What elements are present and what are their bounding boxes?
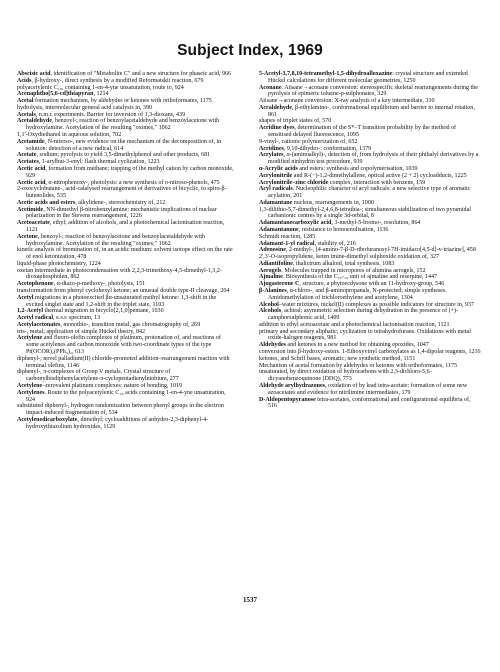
index-entry [259, 383, 481, 397]
index-entry [17, 85, 235, 92]
index-headword: Adiantifoline [259, 260, 293, 267]
index-headword: Acetal [17, 98, 34, 105]
index-headword: Acridine dyes [259, 125, 295, 132]
index-entry [17, 295, 235, 309]
index-entry [259, 397, 481, 411]
index-entry [259, 166, 481, 173]
index-entry [17, 234, 235, 248]
index-entry-text: , resistance to homoenolisation, 1136 [298, 226, 389, 233]
index-entry [17, 207, 235, 221]
index-entry [259, 207, 481, 221]
index-entry-text: , β-hydroxy-, direct synthesis by a modified Reformatskii reaction, 679 [31, 77, 204, 84]
index-headword: Adamantanone [259, 226, 299, 233]
index-entry [259, 186, 481, 200]
page-title: Subject Index, 1969 [177, 42, 323, 59]
index-entry-text: , α-nitrophenoxy-, photolysis: a new synthesis of o-nitroso-phenols, 475 [45, 179, 220, 186]
index-entry-text: tris-, metal; application of simple Hückel theory, 842 [17, 328, 146, 335]
index-entry-text: , stability of, 216 [314, 240, 356, 247]
index-entry [259, 308, 481, 322]
index-entry-text: 9-vinyl-, cationic polymerization of, 652 [259, 138, 358, 145]
index-headword: Acetyl [17, 294, 34, 301]
index-headword: Acraldehyde [259, 104, 292, 111]
index-entry-text: . Route to the polyacetylenic C₁₈ acids containing 1-en-4-yne unsaturation, 924 [26, 389, 226, 403]
index-headword: Acetylenedicarboxylate [17, 416, 78, 423]
index-entry-text: , α-chloro-, and β-aminopropanals, N-protected; simple syntheses. Amidomethylation of trichloroethylene and acetylene, 1304 [268, 288, 447, 301]
index-entry-text: formation mechanism, by aldehydes or ketones with orthoformates, 1175 [33, 98, 212, 105]
index-entry [17, 369, 235, 383]
index-entry-text: , α-diazo-p-methoxy-, photolysis, 151 [53, 281, 146, 288]
index-entry-text: , determination of the S*–T transition probability by the method of sensitised delayed fluorescence, 1095 [268, 125, 457, 139]
index-entry [17, 403, 235, 417]
index-headword: Acridines [259, 145, 284, 152]
index-entry [17, 390, 235, 404]
index-entry-text: liquid-phase photochemistry, 1224 [17, 260, 101, 267]
index-entry [259, 200, 481, 207]
index-entry-text: , monothio-, transition metal, gas chromatography of, 269 [60, 321, 201, 328]
index-headword: α-Acrylic acids [259, 165, 298, 172]
index-entry-text: tetra-acetates, conformational and configurational equilibria of, 516 [268, 396, 471, 410]
index-entry-text: . Nucleophilic character of acyl radicals: a new selective type of aromatic acylation, 201 [268, 186, 471, 200]
index-entry-text: , structure, a phytoecdysone with an 11-hydroxy-group, 546 [299, 281, 445, 288]
index-entry-text: 1,1'-Oxydiethanol in aqueous solution, 702 [17, 132, 122, 139]
index-entry-text: 1,3-dilithio-5,7-dimethyl-2,4,6,8-tetrathia-; simultaneous stabilization of two pyramidal carbanionic centres by a single 3d-orbital, 8 [259, 206, 471, 220]
index-entry-text: , ethyl; addition of alcohols, and a photochemical lactonisation reaction, 1121 [26, 220, 225, 233]
index-headword: β-Alanines [259, 288, 287, 294]
index-headword: Acetophenone [17, 281, 54, 288]
index-headword: Acrylonitrile [259, 172, 293, 179]
index-entry-text: , achiral; asymmetric selection during dehydration in the presence of (+)-camphorsulphonic acid, 1409 [268, 308, 459, 322]
index-entry-text: and esters: synthesis and copolymerisation, 1039 [297, 165, 418, 172]
index-entry-text: Schmidt reaction, 1285 [259, 233, 316, 240]
index-entry-text: , benzoyl-; reaction of benzoylacetone and benzoylacetaldehyde with hydroxylamine. Acetylation of the resulting "oximes," 1062 [26, 233, 206, 247]
index-entry-text: and R-(−)-1,2-dimethylallene, optical active (2 + 2) cycloadducts, 1225 [292, 172, 467, 179]
index-entry [17, 308, 235, 315]
index-entry [17, 118, 235, 132]
index-entry [17, 288, 235, 295]
index-entry [17, 139, 235, 153]
index-entry [259, 349, 481, 356]
index-entry [17, 247, 235, 261]
index-entry [259, 342, 481, 349]
index-entry-text: transformation from phenyl cyclohexyl ketone; an unusual double type-II cleavage, 204 [17, 288, 230, 294]
index-headword: Acetates [17, 159, 39, 166]
index-entry [259, 322, 481, 329]
index-entry-text: . Atisane→aconane conversion: stereospecific skeletal rearrangements during the pyrolysis of epimeric toluene-p-sulphonates, 329 [268, 84, 478, 98]
index-entry-text: : crystal structure and extended Hückel calculations for different molecular geometries, 1250 [268, 71, 468, 84]
index-entry-text: , 3-methyl-5-bromo-, resolution, 864 [331, 220, 421, 227]
index-entry-text: , β-ethylamino-, conformational equilibrium and barrier to internal rotation, 861 [268, 104, 475, 118]
index-entry-text: complex, interaction with benzene, 159 [328, 179, 426, 186]
index-entry [259, 220, 481, 227]
index-headword: Acetylenes [17, 389, 45, 396]
index-headword: Acids [17, 77, 32, 84]
index-entry-text: Mechanism of acetal formation by aldehydes or ketones with orthoformates, 1175 [259, 362, 458, 369]
index-entry-text: , 2-methyl-, [4-amino-7-β-D-ribofuranosyl-7H-imidazo[4,5-d]-v-triazine], 458 [285, 247, 476, 254]
index-entry [17, 322, 235, 329]
index-entry-text: oxetan intermediate in photocondensation with 2,2,3-trimethoxy-4,5-dimethyl-1,3,2-dioxaphospholen, 862 [17, 267, 222, 281]
index-entry [259, 227, 481, 234]
index-entry [259, 71, 481, 85]
index-entry [259, 105, 481, 119]
index-headword: Acrylonitrile–zinc chloride [259, 179, 329, 186]
index-headword: Acetimide [17, 206, 44, 213]
index-headword: Aldehyde arylhydrazones [259, 382, 326, 389]
index-entry [259, 329, 481, 343]
index-entry [259, 173, 481, 180]
index-entry [17, 315, 235, 322]
index-headword: Aldehydes [259, 342, 286, 349]
index-entry [259, 139, 481, 146]
index-entry-text: , 9,10-dihydro-: conformation, 1379 [283, 145, 372, 152]
index-headword: Acetylene [17, 382, 43, 389]
index-entry [259, 274, 481, 281]
left-index-column [17, 71, 235, 430]
index-entry [17, 335, 235, 355]
index-headword: 5-Acetyl-3,7,8,10-tetramethyl-1,5-dihydroalloxazine [259, 71, 393, 77]
index-entry-text: Atisane→aconane conversion: X-ray analysis of a key intermediate, 330 [259, 98, 435, 105]
index-entry-text: , dimethyl; cycloadditions of anhydro-2,3-diphenyl-4-hydroxythiazolium hydroxides, 1129 [26, 416, 209, 430]
index-headword: Adamantane [259, 199, 293, 206]
index-headword: Adamantanecarboxylic acid [259, 220, 332, 227]
index-entry [17, 71, 235, 78]
index-entry-text: , identification of "Metabolite C" and a new structure for phaseic acid, 966 [50, 71, 232, 77]
index-entry-text: and fluoro-olefin complexes of platinum, protonation of, and reactions of some acetylenes and carbon monoxide with two-coordinate types of the type Pt(OCOR)₂(PPh₃)₂, 613 [26, 335, 221, 356]
index-entry [17, 281, 235, 288]
index-headword: Acetate [17, 152, 37, 159]
index-entry-text: , thalictrum alkaloid, total synthesis, 1083 [292, 260, 395, 267]
index-headword: Acetamide [17, 138, 45, 145]
index-headword: Adenosine [259, 247, 286, 254]
index-entry [17, 98, 235, 105]
index-entry-text: , e.s.r. spectrum, 13 [53, 315, 101, 322]
index-headword: D-Aldopentopyranose [259, 396, 316, 403]
index-entry-text: kinetic analysis of bromination of, in an acidic medium: solvent isotope effect on the rate of enol ketonization, 478 [17, 247, 233, 261]
index-headword: Acetic acid [17, 165, 46, 172]
index-entry [259, 356, 481, 363]
index-entry-text: nucleus, rearrangements in, 1000 [292, 199, 374, 206]
index-entry [259, 152, 481, 166]
index-entry-text: , n.m.r. experiments. Barrier for inversion of 1,3-dioxans, 439 [35, 111, 186, 118]
index-entry [17, 186, 235, 200]
index-entry-text: hydrolysis, intermolecular general acid catalysis in, 390 [17, 104, 153, 111]
index-entry [17, 356, 235, 370]
index-entry-text: shapes of triplet states of, 570 [259, 118, 332, 125]
index-entry-text: , α-(aminoalkyl)-, detection of, from hydrolysis of their phthalyl derivatives by a modified ninhydrin test procedure, 939 [268, 152, 479, 166]
index-entry-text: , sodium; pyrolysis to yield 3,5-dimethylphenol and other products, 681 [36, 152, 211, 159]
index-headword: Acetoacetate [17, 220, 50, 227]
index-entry-text: primary and secondary aliphatic; cyclization to tetrahydrofurans. Oxidations with metal oxide-halogen reagents, 981 [259, 328, 471, 342]
index-entry-text: , NN-dimethyl β-nitrobenzylamine: mechanistic implications of nuclear polarization in the Stevens rearrangement, 1226 [26, 206, 217, 220]
index-headword: Ajugasterone C [259, 281, 300, 288]
index-entry-text: , 1214 [93, 91, 109, 98]
index-entry [17, 383, 235, 390]
index-entry-text: and ketones in a new method for obtaining epoxides, 1047 [285, 342, 429, 349]
index-headword: Acetyl radical [17, 315, 54, 322]
index-headword: Acrylates [259, 152, 284, 159]
index-entry-text: –zerovalent platinum complexes: nature of bonding, 1019 [42, 382, 183, 389]
right-index-column [259, 71, 481, 410]
index-entry [17, 78, 235, 85]
index-headword: Acenaphtho[5,6-cd]thiapyran [17, 91, 94, 98]
index-entry [259, 234, 481, 241]
index-entry-text: 2-oxocyclobutane-, acid-catalysed rearrangement of derivatives of bicyclic, to spiro-β-butenolides, 535 [17, 186, 227, 200]
index-entry [17, 132, 235, 139]
index-entry-text: , oxidation of by lead tetra-acetate: formation of some new azoacetates and evidence for nitrilimine intermediates, 179 [268, 382, 468, 396]
index-headword: Acetylene [17, 335, 43, 342]
index-entry-text: . Molecules trapped in micropores of alumina aerogels, 152 [281, 267, 426, 274]
index-entry [259, 288, 481, 302]
index-headword: Acetaldehyde [17, 118, 52, 125]
index-entry [17, 166, 235, 180]
index-entry [259, 281, 481, 288]
index-headword: Alcohols [259, 308, 282, 315]
index-entry-text: diphenyl-; novel palladium(II) chloride-promoted addition–rearrangement reaction with terminal olefins, 1146 [17, 355, 230, 369]
index-entry-text: 2',3'-O-isopropylidene, keten imine-dimethyl sulphoxide oxidation of, 327 [259, 254, 440, 261]
index-entry [259, 254, 481, 261]
index-headword: Aerogels [259, 267, 282, 274]
index-entry-text: migrations in a photoexcited βα-unsaturated methyl ketone: 1,3-shift in the excited singlet state and 1,2-shift in the triplet state, 1103 [26, 294, 217, 308]
index-headword: Acyl radicals [259, 186, 293, 193]
index-entry [17, 417, 235, 431]
index-entry-text: . Biosynthesis of the C₁₀-₁₀ unit of ajmaline and reserpine, 1447 [282, 274, 438, 281]
page-number: 1537 [243, 596, 257, 604]
index-headword: Acetylacetonates [17, 321, 61, 328]
index-entry-text: diphenyl-, π-complexes of Group V metals. Crystal structure of carbonylbisdiphenylacetylene-π-cyclopentadienylniobium, 277 [17, 369, 179, 383]
index-entry [17, 220, 235, 234]
index-entry-text: , formation from methane; trapping of the methyl cation by carbon monoxide, 929 [26, 165, 234, 179]
index-entry-text: thermal migration in bicyclo[2,1,0]pentane, 1030 [43, 308, 164, 315]
index-entry-text: , N-nitroso-, new evidence on the mechanism of the decomposition of, in solution: detection of a new radical, 614 [26, 138, 222, 152]
index-entry [17, 261, 235, 268]
index-entry [259, 98, 481, 105]
index-headword: Acetone [17, 233, 38, 240]
index-headword: Acetals [17, 111, 36, 118]
index-headword: 1,2-Acetyl [17, 308, 44, 315]
index-headword: Aconane [259, 84, 282, 91]
index-headword: Abscisic acid [17, 71, 51, 77]
index-entry [17, 159, 235, 166]
index-headword: Ajmaline [259, 274, 283, 281]
index-entry-text: substituted diphenyl-, hydrogen randomization between phenyl groups in the electron impact-induced fragmentation of, 534 [17, 403, 224, 417]
index-entry-text: , benzoyl-; reaction of benzoylacetaldehyde and benzoylacetone with hydroxylamine. Acetylation of the resulting "oximes," 1062 [26, 118, 220, 132]
index-entry [17, 200, 235, 207]
index-entry [17, 268, 235, 282]
index-entry [259, 369, 481, 383]
index-entry [259, 261, 481, 268]
index-entry [17, 105, 235, 112]
index-headword: Acetic acid [17, 179, 46, 186]
index-entry-text: –water mixtures, nickel(II) complexes as possible indicators for structure in, 937 [278, 301, 474, 308]
index-entry-text: conversion into β-hydroxy-esters. 1-Ethoxyvinyl carboxylates as 1,4-dipolar reagents, 1216 [259, 349, 481, 356]
index-entry-text: , alkylidene-, stereochemistry of, 212 [75, 199, 166, 206]
index-entry [259, 125, 481, 139]
index-entry-text: , 1-arylbut-3-enyl: flash thermal cyclization, 1223 [38, 159, 160, 166]
index-entry-text: addition to ethyl acetoacetate and a photochemical lactonisation reaction, 1121 [259, 321, 450, 328]
index-entry-text: unsaturated, by direct oxidation of hydrocarbons with 2,3-dichloro-5,6-dicyanobenzoquinone (DDQ), 773 [259, 369, 432, 383]
index-headword: Alcohol [259, 301, 279, 308]
index-headword: Adamant-1-yl radical [259, 240, 315, 247]
index-entry [259, 85, 481, 99]
index-headword: Acetic acids and esters [17, 199, 76, 206]
index-entry-text: ketones, and Schiff bases, aromatic; new synthetic method, 1151 [259, 355, 416, 362]
index-entry-text: polyacetylenic C₁₈, containing 1-en-4-yne unsaturation, route to, 924 [17, 84, 184, 91]
